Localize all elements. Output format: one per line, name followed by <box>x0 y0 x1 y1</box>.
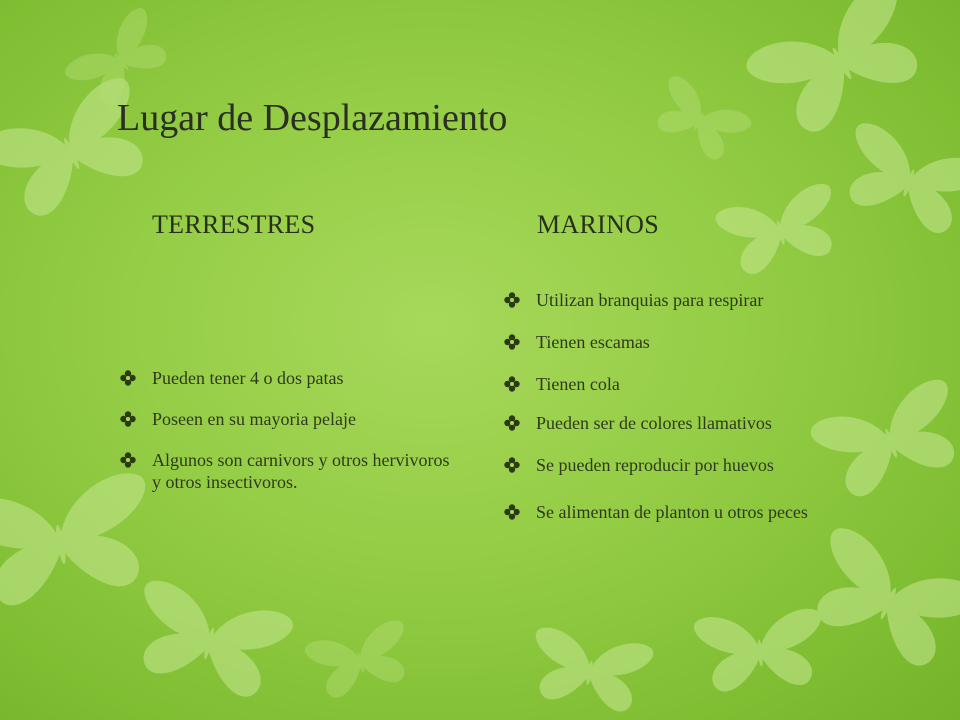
list-item <box>504 501 844 523</box>
butterfly-icon <box>714 181 847 280</box>
marinos-bullet-list <box>504 289 844 543</box>
bullet-text: Utilizan branquias para respirar <box>536 290 764 310</box>
bullet-text: Tienen cola <box>536 374 620 394</box>
flower-bullet-icon <box>504 292 520 308</box>
butterfly-icon <box>645 73 754 168</box>
butterfly-icon <box>525 626 654 716</box>
bullet-text: Pueden tener 4 o dos patas <box>152 368 344 388</box>
bullet-text: Tienen escamas <box>536 332 650 352</box>
butterfly-icon <box>693 607 827 693</box>
flower-bullet-icon <box>504 504 520 520</box>
butterfly-icon <box>303 618 417 703</box>
flower-bullet-icon <box>120 370 136 386</box>
bullet-text: Algunos son carnivors y otros hervivoros y otros insectivoros. <box>152 450 450 492</box>
list-item <box>504 373 844 395</box>
flower-bullet-icon <box>504 415 520 431</box>
butterfly-icon <box>124 577 295 704</box>
list-item <box>120 449 460 493</box>
flower-bullet-icon <box>504 334 520 350</box>
bullet-text: Se alimentan de planton u otros peces <box>536 502 808 522</box>
heading-terrestres: TERRESTRES <box>152 210 316 239</box>
butterfly-icon <box>832 120 960 242</box>
bullet-text: Poseen en su mayoria pelaje <box>152 409 356 429</box>
list-item <box>504 412 844 434</box>
slide-title: Lugar de Desplazamiento <box>117 97 508 139</box>
terrestres-bullet-list <box>120 367 460 512</box>
list-item <box>120 408 460 430</box>
flower-bullet-icon <box>120 452 136 468</box>
bullet-text: Pueden ser de colores llamativos <box>536 413 772 433</box>
butterfly-icon <box>796 523 960 678</box>
list-item <box>504 289 844 311</box>
flower-bullet-icon <box>120 411 136 427</box>
flower-bullet-icon <box>504 376 520 392</box>
list-item <box>120 367 460 389</box>
bullet-text: Se pueden reproducir por huevos <box>536 455 774 475</box>
heading-marinos: MARINOS <box>537 210 660 239</box>
flower-bullet-icon <box>504 457 520 473</box>
list-item <box>504 331 844 353</box>
butterfly-icon <box>742 0 940 147</box>
list-item <box>504 454 844 476</box>
